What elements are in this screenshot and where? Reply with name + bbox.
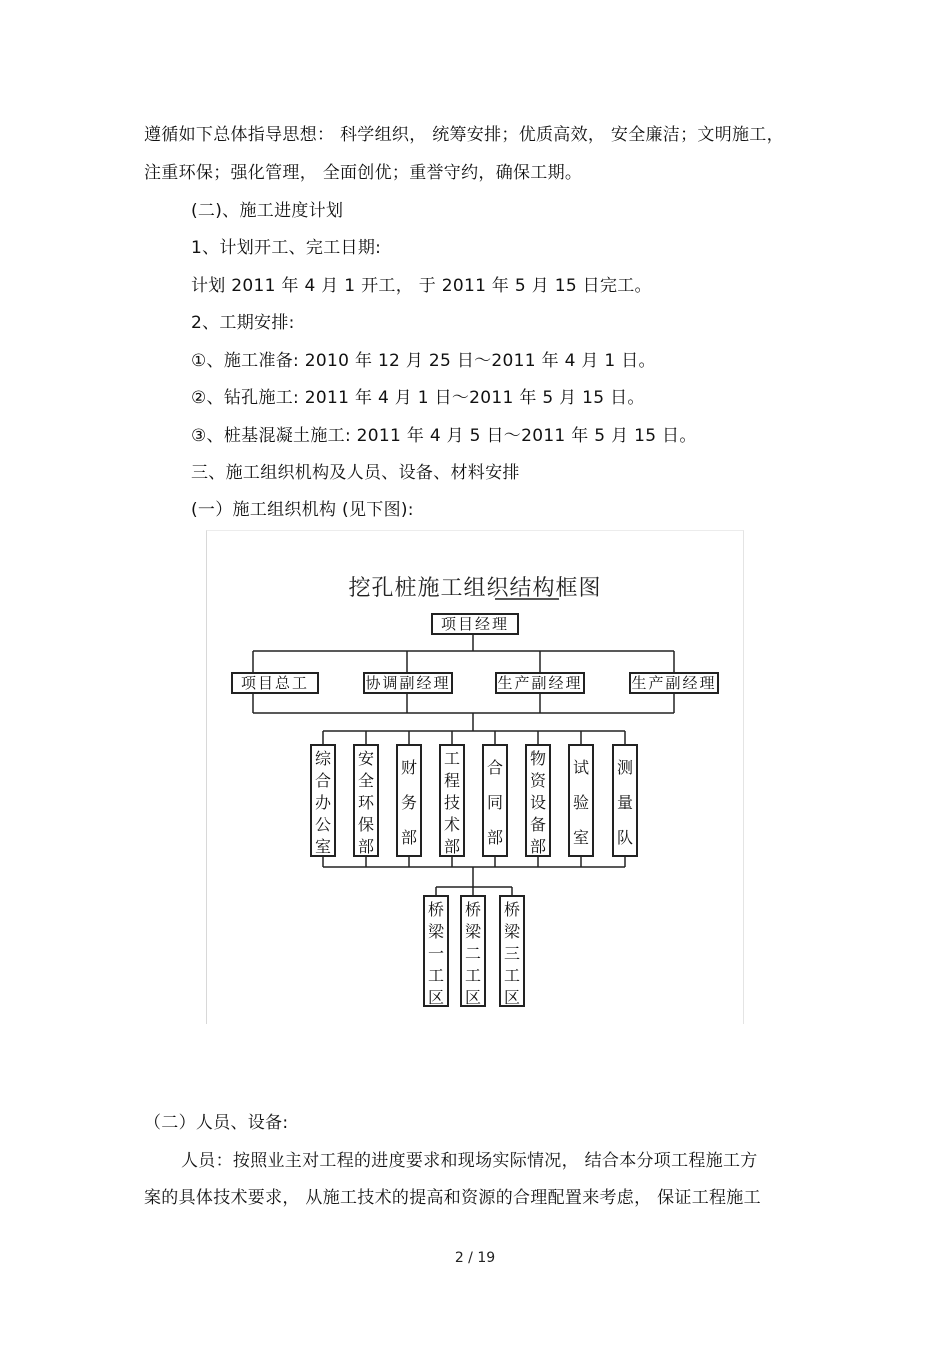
dept-safety-environment-box: 安 全 环 保 部 <box>353 744 379 857</box>
bridge-work-area-2-box: 桥 梁 二 工 区 <box>460 895 486 1007</box>
dept-survey-team-box: 测 量 队 <box>612 744 638 857</box>
paragraph-line: 注重环保；强化管理， 全面创优；重誉守约，确保工期。 <box>144 163 583 183</box>
production-deputy-manager-box: 生产副经理 <box>629 672 719 694</box>
schedule-item: ①、施工准备: 2010 年 12 月 25 日～2011 年 4 月 1 日。 <box>191 351 656 371</box>
section-heading: (二)、施工进度计划 <box>191 201 344 221</box>
subsection-heading: 2、工期安排: <box>191 313 295 333</box>
production-deputy-manager-box: 生产副经理 <box>495 672 585 694</box>
dept-contract-box: 合 同 部 <box>482 744 508 857</box>
bridge-work-area-3-box: 桥 梁 三 工 区 <box>499 895 525 1007</box>
page-number: 2 / 19 <box>454 1250 496 1266</box>
paragraph-line: 计划 2011 年 4 月 1 开工， 于 2011 年 5 月 15 日完工。 <box>191 276 652 296</box>
dept-engineering-tech-box: 工 程 技 术 部 <box>439 744 465 857</box>
dept-general-office-box: 综 合 办 公 室 <box>310 744 336 857</box>
subsection-heading: 1、计划开工、完工日期: <box>191 238 382 258</box>
org-chart <box>206 530 744 1024</box>
paragraph-line: 人员：按照业主对工程的进度要求和现场实际情况， 结合本分项工程施工方 <box>181 1151 758 1171</box>
bridge-work-area-1-box: 桥 梁 一 工 区 <box>423 895 449 1007</box>
coordination-deputy-manager-box: 协调副经理 <box>363 672 453 694</box>
dept-materials-equipment-box: 物 资 设 备 部 <box>525 744 551 857</box>
paragraph-line: 遵循如下总体指导思想： 科学组织， 统筹安排；优质高效， 安全廉洁；文明施工， <box>144 125 784 145</box>
paragraph-line: 案的具体技术要求， 从施工技术的提高和资源的合理配置来考虑， 保证工程施工 <box>144 1188 761 1208</box>
chief-engineer-box: 项目总工 <box>231 672 319 694</box>
dept-testing-lab-box: 试 验 室 <box>568 744 594 857</box>
org-chart-title: 挖孔桩施工组织结构框图 <box>348 576 602 601</box>
subsection-heading: (一）施工组织机构 (见下图): <box>191 500 414 520</box>
project-manager-box: 项目经理 <box>431 613 519 635</box>
schedule-item: ②、钻孔施工: 2011 年 4 月 1 日～2011 年 5 月 15 日。 <box>191 388 645 408</box>
dept-finance-box: 财 务 部 <box>396 744 422 857</box>
section-heading: 三、施工组织机构及人员、设备、材料安排 <box>191 463 520 483</box>
schedule-item: ③、桩基混凝土施工: 2011 年 4 月 5 日～2011 年 5 月 15 日。 <box>191 426 697 446</box>
subsection-heading: （二）人员、设备: <box>144 1113 289 1133</box>
